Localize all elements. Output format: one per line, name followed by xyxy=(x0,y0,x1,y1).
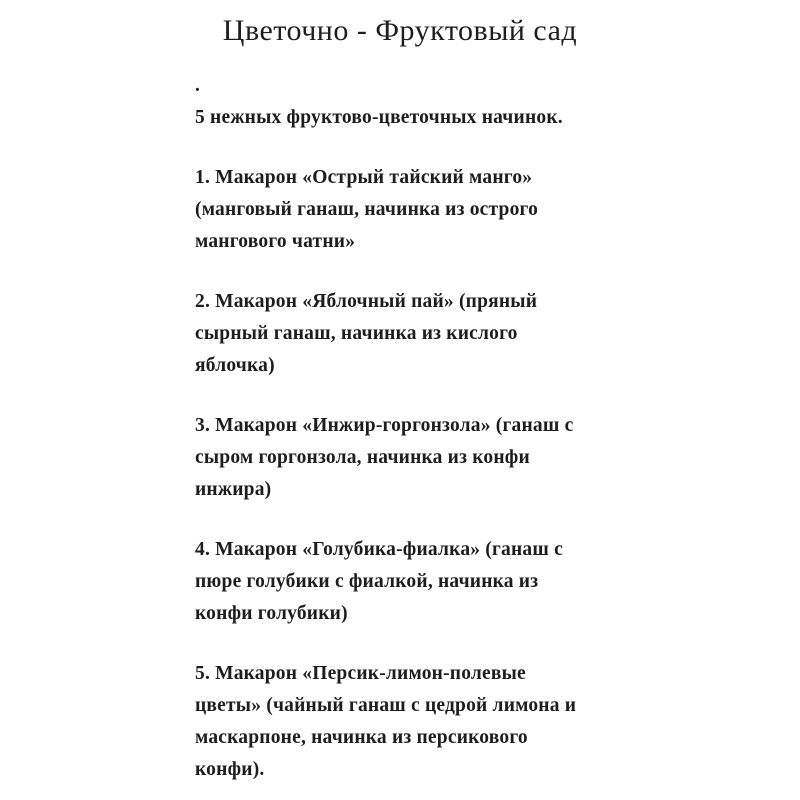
menu-item-line: сыром горгонзола, начинка из конфи xyxy=(195,447,530,468)
menu-item-line: 4. Макарон «Голубика-фиалка» (ганаш с xyxy=(195,539,563,560)
menu-item-line: цветы» (чайный ганаш с цедрой лимона и xyxy=(195,695,577,716)
menu-item-4 xyxy=(195,534,600,630)
menu-item-line: 5. Макарон «Персик-лимон-полевые xyxy=(195,663,526,684)
menu-text-block xyxy=(195,70,600,786)
menu-item-1 xyxy=(195,162,600,258)
menu-item-3 xyxy=(195,410,600,506)
stray-period: . xyxy=(195,75,201,96)
menu-item-line: конфи). xyxy=(195,759,265,780)
menu-item-2 xyxy=(195,286,600,382)
menu-item-line: (манговый ганаш, начинка из острого xyxy=(195,199,539,220)
menu-item-line: сырный ганаш, начинка из кислого xyxy=(195,323,518,344)
menu-item-line: 1. Макарон «Острый тайский манго» xyxy=(195,167,533,188)
page-title: Цветочно - Фруктовый сад xyxy=(222,14,578,47)
intro-line: 5 нежных фруктово-цветочных начинок. xyxy=(195,107,563,128)
menu-item-line: конфи голубики) xyxy=(195,603,348,624)
menu-item-line: яблочка) xyxy=(195,355,275,376)
menu-item-line: мангового чатни» xyxy=(195,231,356,252)
menu-item-5 xyxy=(195,658,600,786)
menu-item-line: маскарпоне, начинка из персикового xyxy=(195,727,528,748)
menu-item-line: инжира) xyxy=(195,479,272,500)
menu-item-line: 2. Макарон «Яблочный пай» (пряный xyxy=(195,291,538,312)
menu-item-line: 3. Макарон «Инжир-горгонзола» (ганаш с xyxy=(195,415,574,436)
menu-item-line: пюре голубики с фиалкой, начинка из xyxy=(195,571,539,592)
